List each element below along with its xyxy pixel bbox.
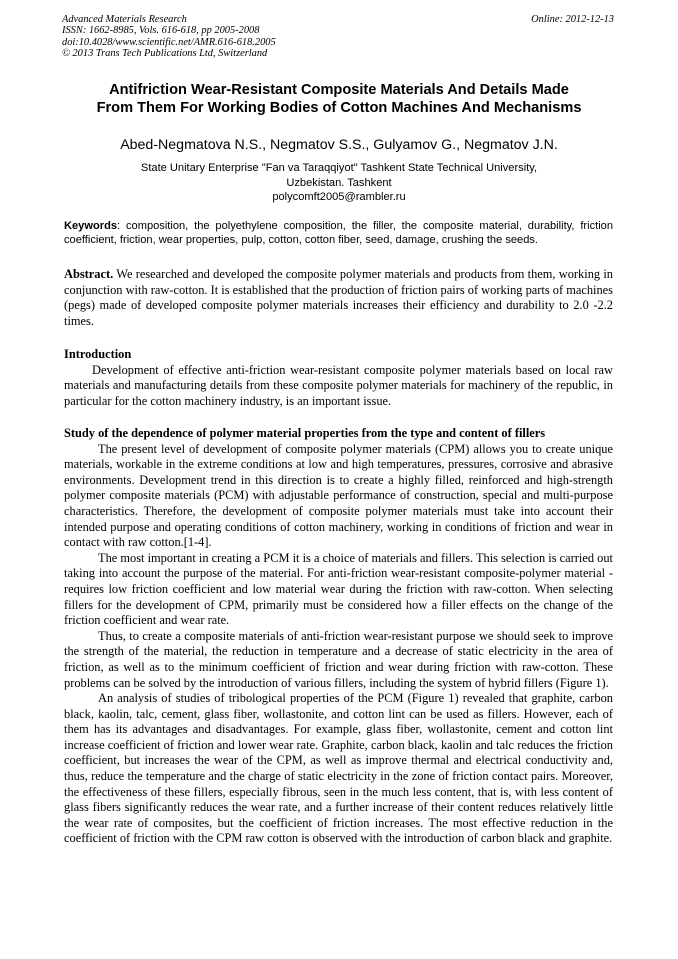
keywords-label: Keywords xyxy=(64,220,118,232)
abstract-section xyxy=(64,267,613,329)
abstract-text: We researched and developed the composite polymer materials and products from them, working in conjunction with raw-cotton. It is established that the production of friction pairs of working parts of machines (pegs) made of developed composite polymer materials increases their efficiency and durability to 2.0 -2.2 times. xyxy=(64,267,613,328)
abstract-label: Abstract. xyxy=(64,267,114,281)
study-paragraph-4: An analysis of studies of tribological properties of the PCM (Figure 1) revealed that graphite, carbon black, kaolin, talc, cement, glass fiber, wollastonite, and cotton lint can be used as fillers. However, each of them has its advantages and disadvantages. For example, glass fiber, wollastonite, cement and cotton lint increase coefficient of friction and lower wear rate. Graphite, carbon black, kaolin and talc reduces the friction coefficient, but increases the wear of the CPM, as well as improve thermal and electrical conductivity and, thus, reduce the temperature and the charge of static electricity in the zone of friction contact pairs. Moreover, the effectiveness of these fillers, especially fibrous, seen in the much less content, that is, with less content of glass fibers significantly reduces the wear rate, and a further increase of their content reduces relatively little the wear rate of composites, but the coefficient of friction increases. The most effective reduction in the coefficient of friction with the CPM raw cotton is observed with the introduction of carbon black and graphite. xyxy=(64,691,613,846)
introduction-paragraph: Development of effective anti-friction wear-resistant composite polymer materials based on local raw materials and manufacturing details from these composite polymer materials for machinery of the republic, in particular for the cotton machinery industry, is an important issue. xyxy=(64,362,613,408)
journal-header xyxy=(62,14,614,59)
abstract-paragraph xyxy=(64,267,613,329)
journal-doi: doi:10.4028/www.scientific.net/AMR.616-618.2005 xyxy=(62,36,276,48)
paper-authors: Abed-Negmatova N.S., Negmatov S.S., Gulyamov G., Negmatov J.N. xyxy=(120,137,558,153)
affiliation-line-2: Uzbekistan. Tashkent xyxy=(286,176,392,189)
study-paragraph-3: Thus, to create a composite materials of anti-friction wear-resistant purpose we should seek to improve the strength of the material, the reduction in temperature and a decrease of static electricity in the area of friction, as well as to the minimum coefficient of friction and wear during friction with raw-cotton. These problems can be solved by the introduction of various fillers, including the system of hybrid fillers (Figure 1). xyxy=(64,628,613,690)
paper-title-line-2: From Them For Working Bodies of Cotton Machines And Mechanisms xyxy=(96,100,582,116)
author-email: polycomft2005@rambler.ru xyxy=(272,191,406,204)
journal-copyright: © 2013 Trans Tech Publications Ltd, Switzerland xyxy=(62,47,268,59)
study-section xyxy=(64,426,613,847)
study-paragraph-2: The most important in creating a PCM it is a choice of materials and fillers. This selection is carried out taking into account the purpose of the material. For anti-friction wear-resistant composite-polymer material - requires low friction coefficient and low material wear during the friction with raw-cotton. When selecting fillers for the development of CPM, primarily must be considered how a filler effects on the change of the friction coefficient and wear rate. xyxy=(64,550,613,628)
keywords-text: : composition, the polyethylene composition, the filler, the composite material, durability, friction coefficient, friction, wear properties, pulp, cotton, cotton fiber, seed, damage, crushing the seeds. xyxy=(64,220,613,247)
introduction-section xyxy=(64,347,613,409)
online-date: Online: 2012-12-13 xyxy=(531,14,614,25)
affiliation-line-1: State Unitary Enterprise "Fan va Taraqqiyot" Tashkent State Technical University, xyxy=(140,162,538,174)
keywords-section xyxy=(64,219,613,247)
study-heading: Study of the dependence of polymer material properties from the type and content of fillers xyxy=(64,426,546,440)
journal-name: Advanced Materials Research xyxy=(62,14,187,25)
paper-title xyxy=(40,81,638,117)
study-paragraph-1: The present level of development of composite polymer materials (CPM) allows you to create unique materials, workable in the extreme conditions at low and high temperatures, pressures, corrosive and abrasive environments. Development trend in this direction is to create a highly filled, reinforced and high-strength polymer composite materials (PCM) with adjustable performance of construction, special and multi-purpose characteristics. Therefore, the development of composite polymer materials must take into account their intended purpose and operating conditions of cotton machinery, working in conditions of friction and wear in contact with raw cotton.[1-4]. xyxy=(64,441,613,550)
paper-title-line-1: Antifriction Wear-Resistant Composite Materials And Details Made xyxy=(109,82,569,98)
introduction-heading: Introduction xyxy=(64,347,132,361)
author-affiliation xyxy=(40,161,638,205)
journal-issn: ISSN: 1662-8985, Vols. 616-618, pp 2005-2008 xyxy=(62,25,260,37)
